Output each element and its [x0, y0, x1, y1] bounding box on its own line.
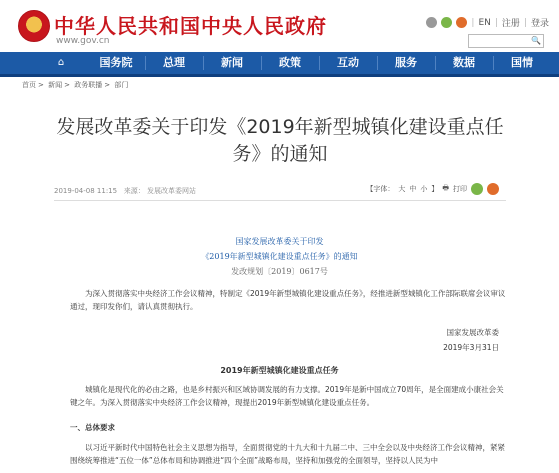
- breadcrumb: 首页 > 新闻 > 政务联播 > 部门: [22, 81, 129, 89]
- nav-item-news[interactable]: 新闻: [221, 56, 243, 69]
- site-header: [0, 0, 559, 52]
- doc-signature: 国家发展改革委: [446, 328, 499, 337]
- nav-item-premier[interactable]: 总理: [163, 56, 185, 69]
- subhead-general-requirements: 一、总体要求: [70, 423, 115, 432]
- font-size-medium[interactable]: 中: [409, 185, 417, 193]
- national-emblem-icon[interactable]: [18, 10, 50, 42]
- doc-number: 发改规划〔2019〕0617号: [231, 267, 328, 276]
- breadcrumb-departments[interactable]: 部门: [114, 81, 129, 89]
- article-tools: [366, 183, 499, 195]
- publish-date: 2019-04-08 11:15: [54, 187, 118, 195]
- home-nav-icon[interactable]: ⌂: [57, 57, 65, 68]
- lang-en-link[interactable]: EN: [478, 17, 491, 28]
- main-nav: [0, 52, 559, 77]
- nav-item-services[interactable]: 服务: [395, 56, 417, 69]
- font-size-small[interactable]: 小: [420, 185, 428, 193]
- nav-item-national-info[interactable]: 国情: [511, 56, 533, 69]
- print-link[interactable]: 打印: [453, 185, 467, 193]
- font-size-label: 【字体：: [366, 185, 395, 193]
- doc-title: 《2019年新型城镇化建设重点任务》的通知: [201, 252, 358, 261]
- breadcrumb-news[interactable]: 新闻: [48, 81, 63, 89]
- accessibility-icon[interactable]: [426, 17, 437, 28]
- print-icon[interactable]: 🖶: [442, 183, 449, 192]
- article-meta: [54, 186, 196, 196]
- share-weibo-icon[interactable]: [487, 183, 499, 195]
- doc-intro: 为深入贯彻落实中央经济工作会议精神，特制定《2019年新型城镇化建设重点任务》，经推进新型城镇化工作部际联席会议审议通过，现印发你们，请认真贯彻执行。: [70, 289, 506, 311]
- weibo-icon[interactable]: [456, 17, 467, 28]
- search-icon[interactable]: 🔍: [531, 36, 541, 45]
- search-input[interactable]: [468, 34, 544, 48]
- meta-divider: [54, 200, 506, 201]
- breadcrumb-home[interactable]: 首页: [22, 81, 36, 89]
- register-link[interactable]: 注册: [501, 19, 520, 29]
- nav-item-data[interactable]: 数据: [453, 56, 475, 69]
- article-title: [40, 114, 520, 168]
- body-paragraph-2: 以习近平新时代中国特色社会主义思想为指导，全面贯彻党的十九大和十九届二中、三中全会以及中央经济工作会议精神，紧紧围绕统筹推进“五位一体”总体布局和协调推进“四个全面”战略布局，坚持和加强党的全面领导，坚持以人民为中: [70, 443, 505, 465]
- section-title: 2019年新型城镇化建设重点任务: [220, 366, 339, 375]
- breadcrumb-gov-affairs[interactable]: 政务联播: [74, 81, 103, 89]
- nav-item-policy[interactable]: 政策: [279, 56, 301, 69]
- share-wechat-icon[interactable]: [471, 183, 483, 195]
- utility-links: | EN | 注册 | 登录: [426, 16, 549, 29]
- doc-sign-date: 2019年3月31日: [443, 343, 499, 352]
- font-size-large[interactable]: 大: [398, 185, 406, 193]
- nav-item-state-council[interactable]: 国务院: [99, 56, 133, 69]
- source-name: 发展改革委网站: [147, 187, 197, 195]
- article-title-line1: 发展改革委关于印发《2019年新型城镇化建设重点任: [56, 116, 504, 138]
- site-title[interactable]: 中华人民共和国中央人民政府: [54, 14, 327, 38]
- wechat-icon[interactable]: [441, 17, 452, 28]
- nav-item-interaction[interactable]: 互动: [337, 56, 359, 69]
- article-title-line2: 务》的通知: [232, 143, 328, 165]
- doc-issuer: 国家发展改革委关于印发: [235, 237, 324, 246]
- source-label: 来源：: [123, 187, 145, 195]
- font-size-close: 】: [431, 185, 439, 193]
- login-link[interactable]: 登录: [530, 19, 549, 29]
- body-paragraph-1: 城镇化是现代化的必由之路，也是乡村振兴和区域协调发展的有力支撑。2019年是新中国成立70周年，是全面建成小康社会关键之年。为深入贯彻落实中央经济工作会议精神，现提出2019年新型城镇化建设重点任务。: [70, 385, 504, 407]
- site-domain: www.gov.cn: [56, 36, 110, 46]
